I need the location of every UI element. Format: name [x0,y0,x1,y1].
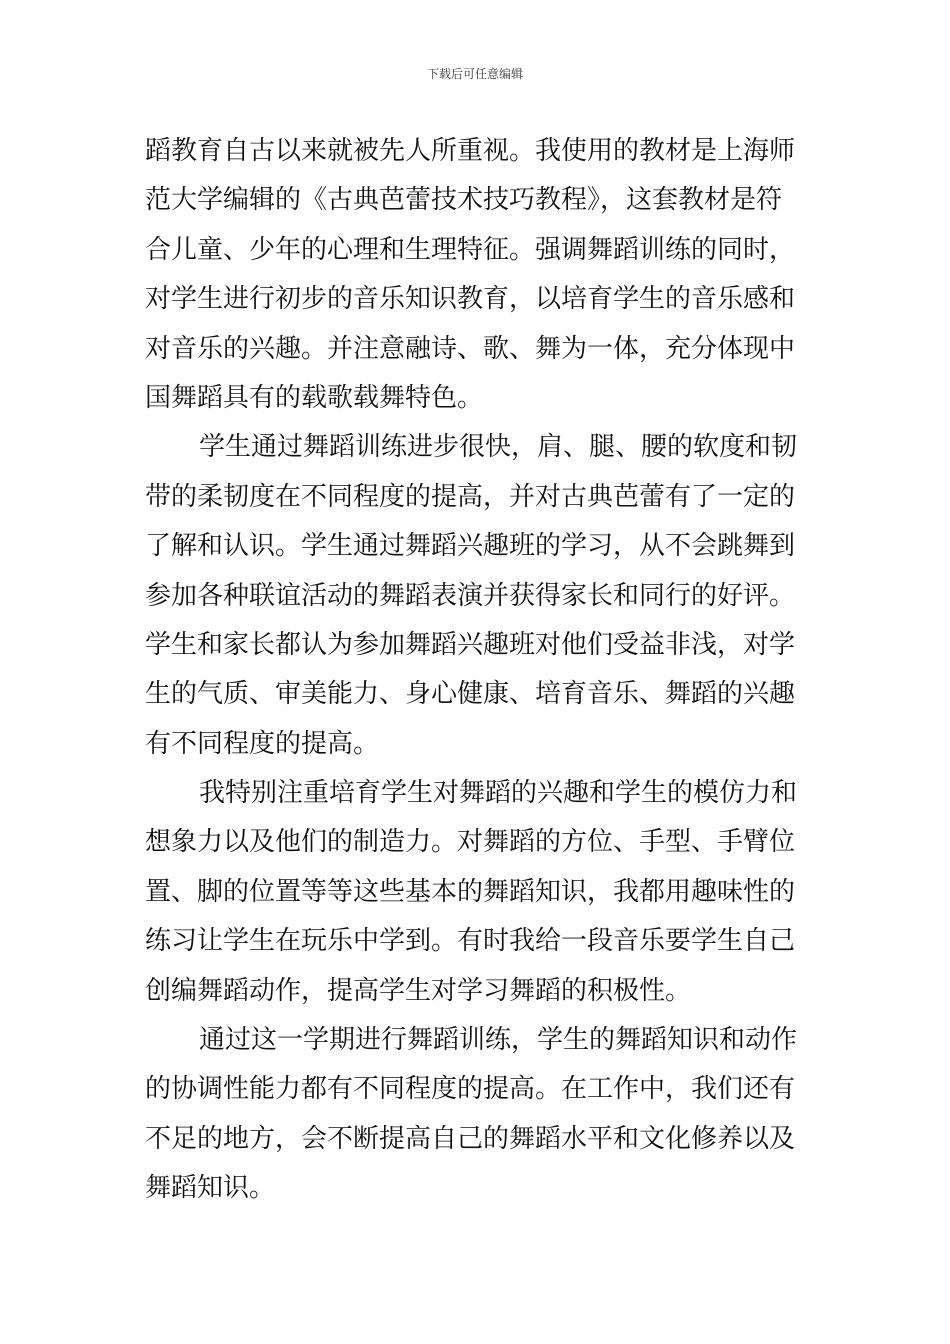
text-line: 对音乐的兴趣。并注意融诗、歌、舞为一体，充分体现中 [145,333,796,364]
text-line: 创编舞蹈动作，提高学生对学习舞蹈的积极性。 [145,975,692,1006]
text-line: 学生通过舞蹈训练进步很快，肩、腿、腰的软度和韧 [199,432,798,463]
text-line: 参加各种联谊活动的舞蹈表演并获得家长和同行的好评。 [145,580,796,611]
text-line: 通过这一学期进行舞蹈训练，学生的舞蹈知识和动作 [199,1025,798,1056]
text-line: 范大学编辑的《古典芭蕾技术技巧教程》，这套教材是符 [145,185,783,216]
text-line: 的协调性能力都有不同程度的提高。在工作中，我们还有 [145,1074,796,1105]
text-line: 舞蹈知识。 [145,1173,276,1204]
text-line: 国舞蹈具有的载歌载舞特色。 [145,382,484,413]
text-line: 对学生进行初步的音乐知识教育，以培育学生的音乐感和 [145,284,796,315]
page-header-note: 下载后可任意编辑 [426,67,523,81]
text-line: 蹈教育自古以来就被先人所重视。我使用的教材是上海师 [145,136,796,166]
text-line: 合儿童、少年的心理和生理特征。强调舞蹈训练的同时， [145,234,796,265]
paragraph [145,769,811,1016]
text-line: 有不同程度的提高。 [145,728,380,759]
paragraph [145,127,811,423]
text-line: 了解和认识。学生通过舞蹈兴趣班的学习，从不会跳舞到 [145,531,796,562]
text-line: 练习让学生在玩乐中学到。有时我给一段音乐要学生自己 [145,926,796,957]
text-line: 带的柔韧度在不同程度的提高，并对古典芭蕾有了一定的 [145,481,796,512]
document-body [145,127,811,1214]
text-line: 不足的地方，会不断提高自己的舞蹈水平和文化修养以及 [145,1123,796,1154]
paragraph [145,1016,811,1214]
text-line: 学生和家长都认为参加舞蹈兴趣班对他们受益非浅，对学 [145,629,796,660]
text-line: 生的气质、审美能力、身心健康、培育音乐、舞蹈的兴趣 [145,679,796,710]
text-line: 我特别注重培育学生对舞蹈的兴趣和学生的模仿力和 [199,778,798,809]
text-line: 置、脚的位置等等这些基本的舞蹈知识，我都用趣味性的 [145,876,796,907]
paragraph [145,423,811,769]
text-line: 想象力以及他们的制造力。对舞蹈的方位、手型、手臂位 [145,827,796,858]
